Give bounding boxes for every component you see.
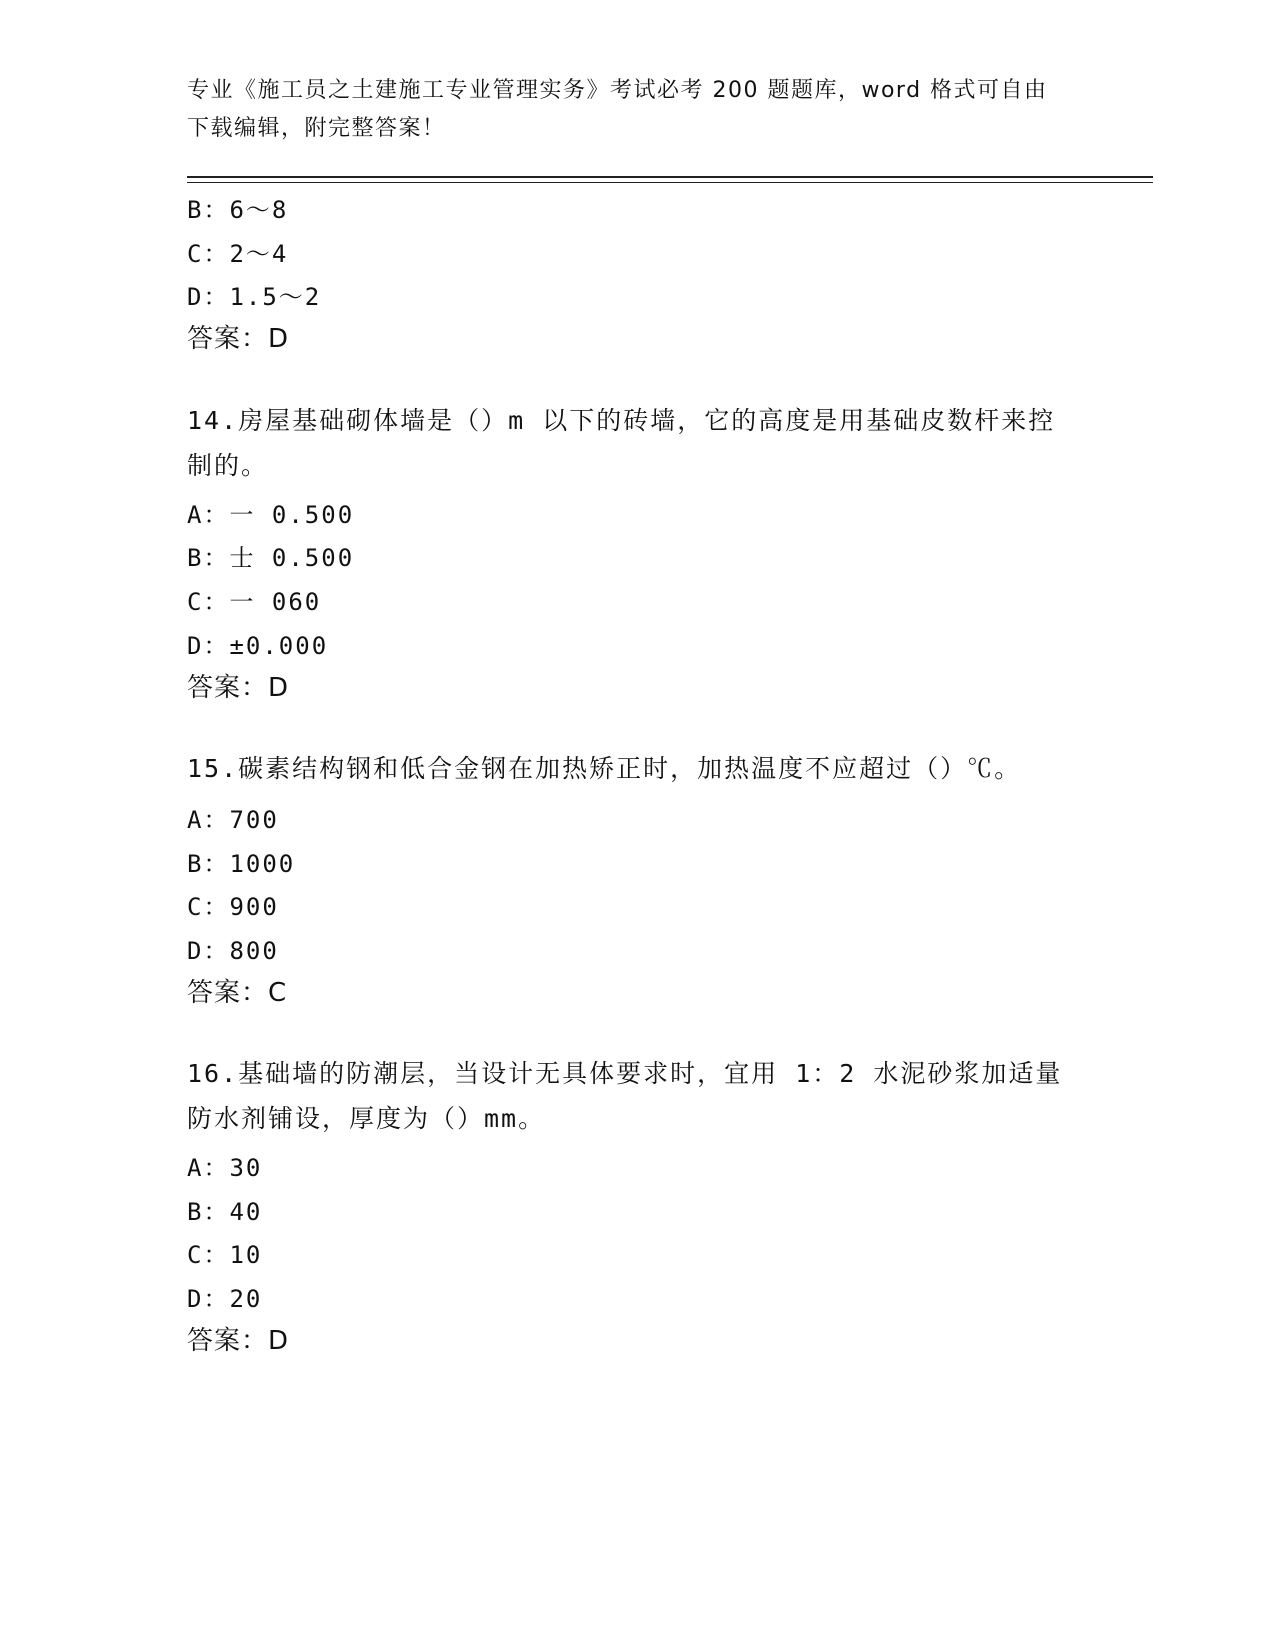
question-15-option-c: C：900 bbox=[187, 893, 279, 921]
header-rule-thick bbox=[187, 176, 1153, 178]
question-16-option-a: A：30 bbox=[187, 1154, 263, 1182]
question-15-option-d: D：800 bbox=[187, 937, 279, 965]
document-header: 专业《施工员之土建施工专业管理实务》考试必考 200 题题库，word 格式可自由下载编辑，附完整答案！ bbox=[187, 78, 1048, 141]
question-16-answer: 答案：D bbox=[187, 1326, 290, 1356]
question-15-option-b: B：1000 bbox=[187, 850, 296, 878]
prev-option-d: D：1.5～2 bbox=[187, 283, 322, 311]
question-16-option-c: C：10 bbox=[187, 1241, 263, 1269]
question-16-text: 16.基础墙的防潮层，当设计无具体要求时，宜用 1：2 水泥砂浆加适量防水剂铺设，厚度为（）mm。 bbox=[187, 1059, 1063, 1133]
prev-option-c: C：2～4 bbox=[187, 240, 289, 268]
question-16-option-b: B：40 bbox=[187, 1198, 263, 1226]
question-14-option-d: D：±0.000 bbox=[187, 632, 329, 660]
question-15-text: 15.碳素结构钢和低合金钢在加热矫正时，加热温度不应超过（）℃。 bbox=[187, 754, 1022, 783]
question-14-option-b: B：士 0.500 bbox=[187, 544, 355, 572]
question-15-answer: 答案：C bbox=[187, 978, 288, 1008]
question-16-option-d: D：20 bbox=[187, 1285, 263, 1313]
question-14-option-c: C：一 060 bbox=[187, 588, 322, 616]
question-15-option-a: A：700 bbox=[187, 806, 279, 834]
prev-answer: 答案：D bbox=[187, 324, 290, 354]
question-14-answer: 答案：D bbox=[187, 673, 290, 703]
question-14-option-a: A：一 0.500 bbox=[187, 501, 355, 529]
question-14-text: 14.房屋基础砌体墙是（）m 以下的砖墙，它的高度是用基础皮数杆来控制的。 bbox=[187, 406, 1056, 480]
header-rule-thin bbox=[187, 182, 1153, 183]
prev-option-b: B：6～8 bbox=[187, 196, 289, 224]
